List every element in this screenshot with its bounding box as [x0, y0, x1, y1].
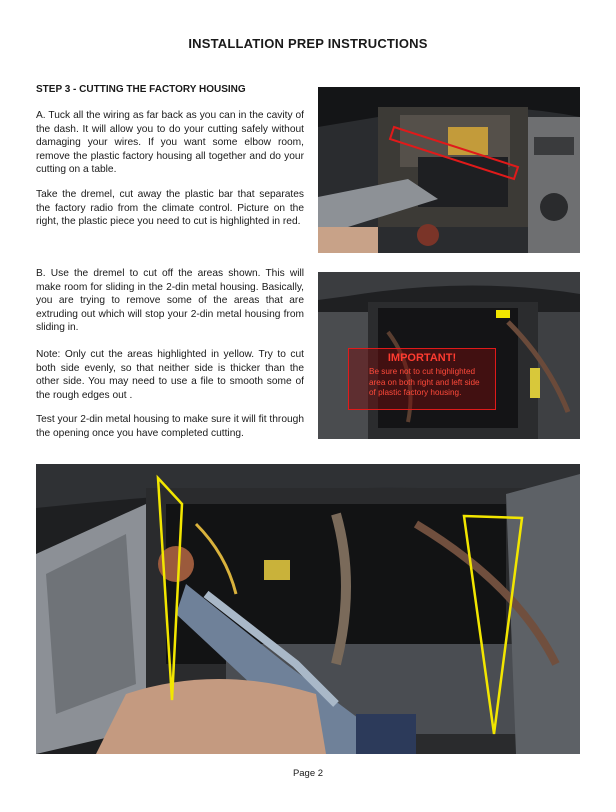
important-callout	[348, 348, 496, 410]
paragraph-a-dremel: Take the dremel, cut away the plastic bar that separates the factory radio from the climate control. Picture on the right, the plastic piece you need to cut is highlighted in red.	[36, 189, 304, 227]
page-title: INSTALLATION PREP INSTRUCTIONS	[188, 36, 428, 51]
page-number: Page 2	[292, 768, 324, 779]
paragraph-a-intro: A. Tuck all the wiring as far back as you can in the cavity of the dash. It will allow you to do your cutting safely without damaging your wires. If you want some elbow room, remove the plastic factory housing all together and do your cutting on a table.	[36, 110, 304, 175]
important-callout-title: IMPORTANT!	[387, 352, 457, 364]
photo-dremel-art	[36, 464, 580, 754]
important-callout-text: Be sure not to cut highlighted area on both right and left side of plastic factory housing.	[369, 367, 480, 397]
photo-dremel-cutting	[36, 464, 580, 754]
paragraph-b-note: Note: Only cut the areas highlighted in yellow. Try to cut both side evenly, so that neither side is thicker than the other side. You may need to use a file to smooth some of the rough edges out .	[36, 349, 304, 401]
photo-housing-callout	[318, 272, 580, 439]
step-heading: STEP 3 - CUTTING THE FACTORY HOUSING	[36, 84, 246, 95]
photo-dash-art	[318, 87, 580, 253]
paragraph-b-intro: B. Use the dremel to cut off the areas shown. This will make room for sliding in the 2-din metal housing. Basically, you are trying to remove some of the areas that are extruding out which will stop your 2-din metal housing from sliding in.	[36, 268, 304, 333]
paragraph-b-test: Test your 2-din metal housing to make sure it will fit through the opening once you have completed cutting.	[36, 414, 304, 439]
photo-dash-red-highlight	[318, 87, 580, 253]
